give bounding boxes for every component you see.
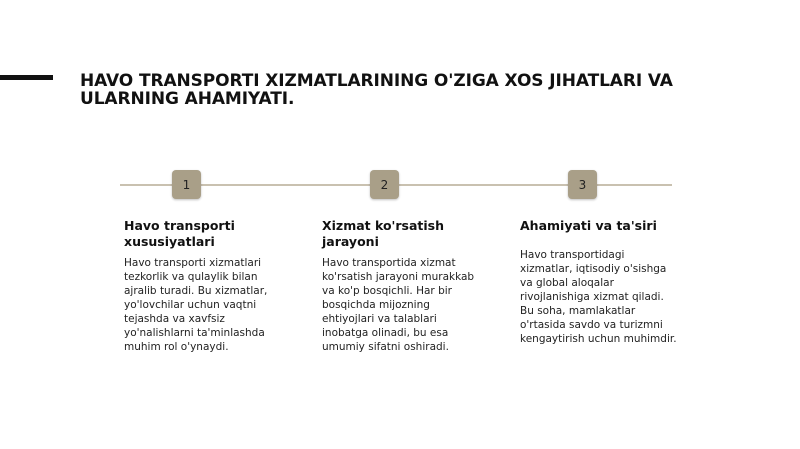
slide-title: HAVO TRANSPORTI XIZMATLARINING O'ZIGA XOS JIHATLARI VA ULARNING AHAMIYATI. — [80, 71, 673, 109]
step-column-1 — [124, 218, 284, 354]
step-heading: Xizmat ko'rsatish jarayoni — [322, 218, 445, 249]
step-heading: Havo transporti xususiyatlari — [124, 218, 235, 249]
step-marker-3: 3 — [568, 170, 597, 199]
step-column-2 — [322, 218, 482, 354]
step-marker-2: 2 — [370, 170, 399, 199]
step-description: Havo transportidagi xizmatlar, iqtisodiy o'sishga va global aloqalar rivojlanishiga xizmat qiladi. Bu soha, mamlakatlar o'rtasida savdo va turizmni kengaytirish uchun muhimdir. — [520, 249, 677, 345]
step-marker-1: 1 — [172, 170, 201, 199]
step-description: Havo transportida xizmat ko'rsatish jarayoni murakkab va ko'p bosqichli. Har bir bosqichda mijozning ehtiyojlari va talablari inobatga olinadi, bu esa umumiy sifatni oshiradi. — [322, 257, 475, 353]
step-column-3 — [520, 218, 680, 346]
title-accent-bar — [0, 75, 53, 80]
step-heading: Ahamiyati va ta'siri — [520, 218, 657, 233]
step-description: Havo transporti xizmatlari tezkorlik va qulaylik bilan ajralib turadi. Bu xizmatlar, yo'lovchilar uchun vaqtni tejashda va xavfsiz yo'nalishlarni ta'minlashda muhim rol o'ynaydi. — [124, 257, 268, 353]
